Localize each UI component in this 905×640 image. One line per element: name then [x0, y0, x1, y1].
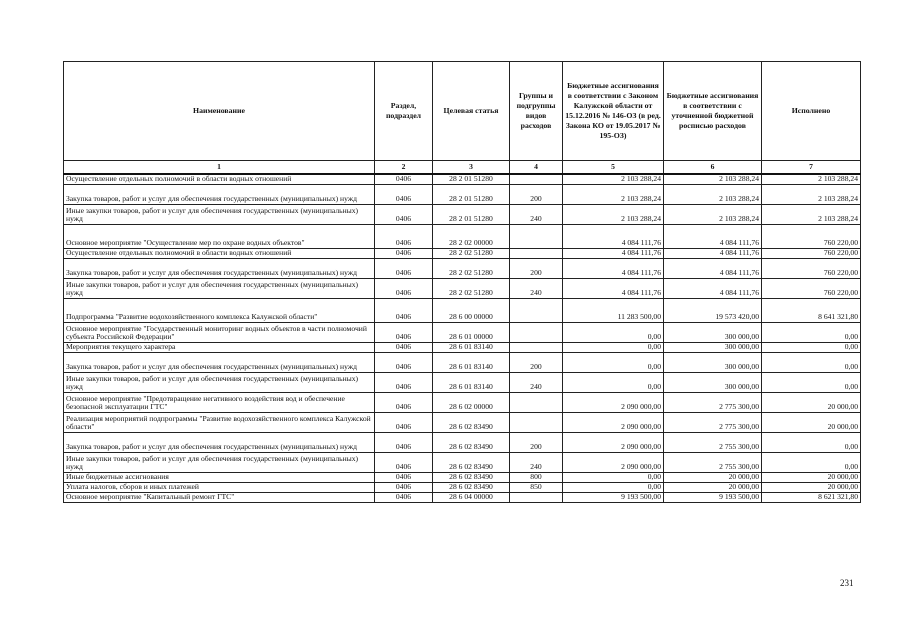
- row-executed-amount: 2 103 288,24: [762, 205, 861, 225]
- row-article: 28 6 02 83490: [433, 413, 510, 433]
- row-refined-amount: 300 000,00: [664, 373, 762, 393]
- row-refined-amount: 300 000,00: [664, 353, 762, 373]
- row-section: 0406: [375, 413, 433, 433]
- row-law-amount: 2 090 000,00: [563, 393, 664, 413]
- row-article: 28 6 01 00000: [433, 323, 510, 343]
- row-group: 800: [510, 473, 563, 483]
- header-refined: Бюджетные ассигнования в соответствии с уточненной бюджетной росписью расходов: [664, 62, 762, 161]
- column-number: 3: [433, 161, 510, 175]
- row-executed-amount: 2 103 288,24: [762, 185, 861, 205]
- row-section: 0406: [375, 353, 433, 373]
- column-number: 2: [375, 161, 433, 175]
- row-law-amount: 0,00: [563, 323, 664, 343]
- row-section: 0406: [375, 473, 433, 483]
- row-refined-amount: 20 000,00: [664, 483, 762, 493]
- table-row: [64, 299, 861, 323]
- table-row: [64, 373, 861, 393]
- row-name: Иные закупки товаров, работ и услуг для обеспечения государственных (муниципальных) нужд: [64, 279, 375, 299]
- row-article: 28 6 02 83490: [433, 453, 510, 473]
- row-name: Закупка товаров, работ и услуг для обеспечения государственных (муниципальных) нужд: [64, 185, 375, 205]
- row-refined-amount: 300 000,00: [664, 343, 762, 353]
- row-group: 200: [510, 259, 563, 279]
- page-number: 231: [840, 578, 854, 588]
- row-article: 28 6 01 83140: [433, 373, 510, 393]
- row-executed-amount: 760 220,00: [762, 259, 861, 279]
- row-executed-amount: 20 000,00: [762, 483, 861, 493]
- column-number-row: [64, 161, 861, 175]
- row-name: Основное мероприятие "Капитальный ремонт ГТС": [64, 493, 375, 503]
- row-group: [510, 225, 563, 249]
- column-number: 6: [664, 161, 762, 175]
- row-executed-amount: 0,00: [762, 453, 861, 473]
- row-name: Реализация мероприятий подпрограммы "Развитие водохозяйственного комплекса Калужской области": [64, 413, 375, 433]
- row-section: 0406: [375, 279, 433, 299]
- column-number: 7: [762, 161, 861, 175]
- row-refined-amount: 19 573 420,00: [664, 299, 762, 323]
- row-article: 28 6 02 00000: [433, 393, 510, 413]
- row-refined-amount: 300 000,00: [664, 323, 762, 343]
- row-executed-amount: 760 220,00: [762, 225, 861, 249]
- row-executed-amount: 0,00: [762, 353, 861, 373]
- row-law-amount: 0,00: [563, 473, 664, 483]
- row-section: 0406: [375, 453, 433, 473]
- row-law-amount: 2 090 000,00: [563, 453, 664, 473]
- row-executed-amount: 20 000,00: [762, 473, 861, 483]
- row-name: Иные закупки товаров, работ и услуг для обеспечения государственных (муниципальных) нужд: [64, 373, 375, 393]
- row-refined-amount: 2 103 288,24: [664, 174, 762, 185]
- header-article: Целевая статья: [433, 62, 510, 161]
- row-group: [510, 343, 563, 353]
- row-group: 240: [510, 373, 563, 393]
- row-section: 0406: [375, 259, 433, 279]
- row-section: 0406: [375, 433, 433, 453]
- row-refined-amount: 4 084 111,76: [664, 225, 762, 249]
- row-article: 28 6 02 83490: [433, 473, 510, 483]
- row-section: 0406: [375, 373, 433, 393]
- header-law: Бюджетные ассигнования в соответствии с Законом Калужской области от 15.12.2016 № 146-ОЗ (в ред. Закона КО от 19.05.2017 № 195-ОЗ): [563, 62, 664, 161]
- row-group: [510, 323, 563, 343]
- header-groups: Группы и подгруппы видов расходов: [510, 62, 563, 161]
- row-refined-amount: 4 084 111,76: [664, 249, 762, 259]
- row-executed-amount: 20 000,00: [762, 413, 861, 433]
- column-number: 4: [510, 161, 563, 175]
- row-article: 28 2 02 51280: [433, 249, 510, 259]
- table-row: [64, 225, 861, 249]
- row-article: 28 6 02 83490: [433, 433, 510, 453]
- budget-sheet: [63, 61, 860, 503]
- row-article: 28 6 00 00000: [433, 299, 510, 323]
- row-group: 240: [510, 453, 563, 473]
- table-body: [64, 174, 861, 503]
- row-law-amount: 0,00: [563, 483, 664, 493]
- row-refined-amount: 4 084 111,76: [664, 259, 762, 279]
- column-number: 1: [64, 161, 375, 175]
- budget-table: [63, 61, 861, 503]
- row-group: [510, 249, 563, 259]
- row-article: 28 2 02 51280: [433, 259, 510, 279]
- row-law-amount: 2 090 000,00: [563, 433, 664, 453]
- row-section: 0406: [375, 185, 433, 205]
- row-article: 28 2 02 00000: [433, 225, 510, 249]
- row-name: Основное мероприятие "Осуществление мер по охране водных объектов": [64, 225, 375, 249]
- row-group: [510, 299, 563, 323]
- row-name: Закупка товаров, работ и услуг для обеспечения государственных (муниципальных) нужд: [64, 433, 375, 453]
- row-section: 0406: [375, 493, 433, 503]
- row-refined-amount: 2 755 300,00: [664, 453, 762, 473]
- row-article: 28 6 01 83140: [433, 343, 510, 353]
- row-group: 200: [510, 353, 563, 373]
- row-law-amount: 2 090 000,00: [563, 413, 664, 433]
- table-row: [64, 343, 861, 353]
- row-name: Мероприятия текущего характера: [64, 343, 375, 353]
- row-executed-amount: 0,00: [762, 343, 861, 353]
- row-group: 240: [510, 279, 563, 299]
- row-group: 200: [510, 433, 563, 453]
- column-number: 5: [563, 161, 664, 175]
- row-name: Иные бюджетные ассигнования: [64, 473, 375, 483]
- row-group: [510, 393, 563, 413]
- table-row: [64, 433, 861, 453]
- row-law-amount: 4 084 111,76: [563, 249, 664, 259]
- row-executed-amount: 20 000,00: [762, 393, 861, 413]
- row-refined-amount: 2 775 300,00: [664, 413, 762, 433]
- table-row: [64, 249, 861, 259]
- row-article: 28 2 01 51280: [433, 185, 510, 205]
- row-group: 200: [510, 185, 563, 205]
- row-section: 0406: [375, 249, 433, 259]
- header-row: [64, 62, 861, 161]
- table-row: [64, 483, 861, 493]
- row-executed-amount: 0,00: [762, 323, 861, 343]
- row-article: 28 6 04 00000: [433, 493, 510, 503]
- row-law-amount: 11 283 500,00: [563, 299, 664, 323]
- row-name: Осуществление отдельных полномочий в области водных отношений: [64, 174, 375, 185]
- row-name: Основное мероприятие "Государственный мониторинг водных объектов в части полномочий субъекта Российской Федерации": [64, 323, 375, 343]
- table-row: [64, 279, 861, 299]
- row-law-amount: 9 193 500,00: [563, 493, 664, 503]
- row-name: Закупка товаров, работ и услуг для обеспечения государственных (муниципальных) нужд: [64, 353, 375, 373]
- row-name: Закупка товаров, работ и услуг для обеспечения государственных (муниципальных) нужд: [64, 259, 375, 279]
- row-executed-amount: 760 220,00: [762, 279, 861, 299]
- header-section: Раздел, подраздел: [375, 62, 433, 161]
- row-executed-amount: 8 641 321,80: [762, 299, 861, 323]
- row-article: 28 2 01 51280: [433, 205, 510, 225]
- row-name: Иные закупки товаров, работ и услуг для обеспечения государственных (муниципальных) нужд: [64, 205, 375, 225]
- row-article: 28 6 02 83490: [433, 483, 510, 493]
- row-article: 28 2 02 51280: [433, 279, 510, 299]
- table-row: [64, 393, 861, 413]
- row-name: Подпрограмма "Развитие водохозяйственного комплекса Калужской области": [64, 299, 375, 323]
- row-executed-amount: 0,00: [762, 433, 861, 453]
- table-row: [64, 453, 861, 473]
- row-executed-amount: 760 220,00: [762, 249, 861, 259]
- row-law-amount: 4 084 111,76: [563, 225, 664, 249]
- header-executed: Исполнено: [762, 62, 861, 161]
- table-row: [64, 205, 861, 225]
- row-name: Иные закупки товаров, работ и услуг для обеспечения государственных (муниципальных) нужд: [64, 453, 375, 473]
- row-law-amount: 0,00: [563, 373, 664, 393]
- row-refined-amount: 4 084 111,76: [664, 279, 762, 299]
- row-refined-amount: 9 193 500,00: [664, 493, 762, 503]
- table-row: [64, 413, 861, 433]
- row-group: [510, 174, 563, 185]
- table-row: [64, 493, 861, 503]
- row-law-amount: 4 084 111,76: [563, 279, 664, 299]
- row-name: Уплата налогов, сборов и иных платежей: [64, 483, 375, 493]
- row-law-amount: 4 084 111,76: [563, 259, 664, 279]
- row-law-amount: 0,00: [563, 353, 664, 373]
- row-section: 0406: [375, 343, 433, 353]
- row-name: Осуществление отдельных полномочий в области водных отношений: [64, 249, 375, 259]
- row-section: 0406: [375, 174, 433, 185]
- row-name: Основное мероприятие "Предотвращение негативного воздействия вод и обеспечение безопасной эксплуатации ГТС": [64, 393, 375, 413]
- row-article: 28 6 01 83140: [433, 353, 510, 373]
- table-row: [64, 353, 861, 373]
- row-group: [510, 493, 563, 503]
- row-section: 0406: [375, 225, 433, 249]
- table-row: [64, 185, 861, 205]
- row-refined-amount: 2 755 300,00: [664, 433, 762, 453]
- row-law-amount: 2 103 288,24: [563, 185, 664, 205]
- row-section: 0406: [375, 205, 433, 225]
- table-row: [64, 473, 861, 483]
- row-executed-amount: 0,00: [762, 373, 861, 393]
- row-law-amount: 2 103 288,24: [563, 174, 664, 185]
- row-refined-amount: 2 775 300,00: [664, 393, 762, 413]
- table-row: [64, 323, 861, 343]
- row-group: 850: [510, 483, 563, 493]
- row-section: 0406: [375, 299, 433, 323]
- row-group: 240: [510, 205, 563, 225]
- row-refined-amount: 2 103 288,24: [664, 185, 762, 205]
- row-article: 28 2 01 51280: [433, 174, 510, 185]
- row-executed-amount: 8 621 321,80: [762, 493, 861, 503]
- row-section: 0406: [375, 393, 433, 413]
- row-executed-amount: 2 103 288,24: [762, 174, 861, 185]
- header-name: Наименование: [64, 62, 375, 161]
- row-law-amount: 2 103 288,24: [563, 205, 664, 225]
- table-row: [64, 259, 861, 279]
- table-row: [64, 174, 861, 185]
- row-section: 0406: [375, 323, 433, 343]
- row-group: [510, 413, 563, 433]
- row-refined-amount: 2 103 288,24: [664, 205, 762, 225]
- row-section: 0406: [375, 483, 433, 493]
- row-law-amount: 0,00: [563, 343, 664, 353]
- row-refined-amount: 20 000,00: [664, 473, 762, 483]
